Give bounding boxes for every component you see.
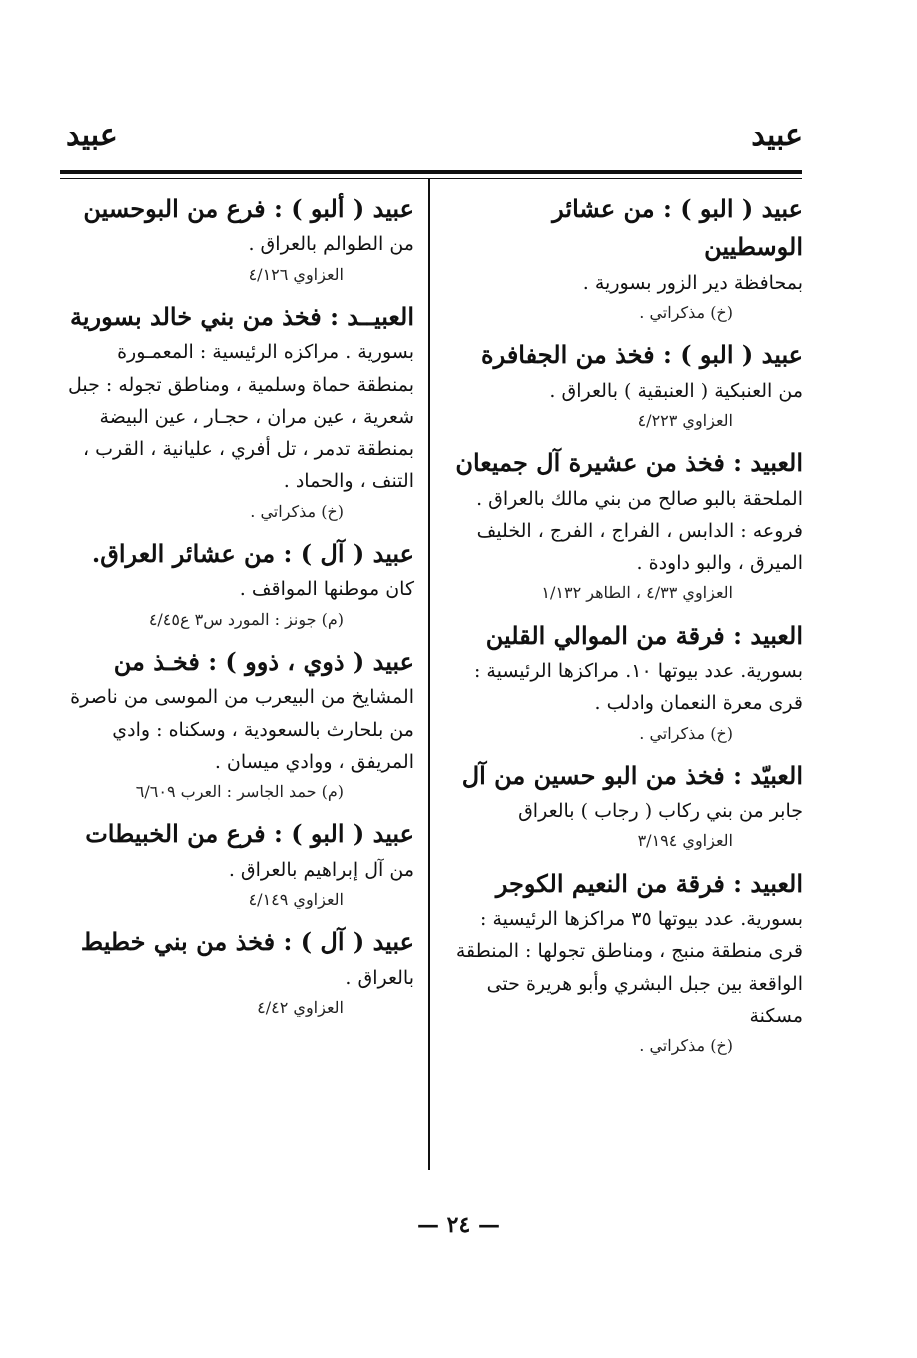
entry-citation: العزاوي ٤/١٤٩ <box>248 889 344 909</box>
entry-citation: (م) حمد الجاسر : العرب ٦/٦٠٩ <box>135 782 344 802</box>
dictionary-entry <box>451 617 803 747</box>
entry-heading: العبيــد : فخذ من بني خالد بسورية <box>70 301 414 331</box>
entry-text-line: بالعراق . <box>345 966 414 989</box>
right-column <box>451 190 803 1069</box>
entry-text-line: كان موطنها المواقف . <box>239 578 414 601</box>
dictionary-entry <box>66 815 414 913</box>
entry-heading: عبيد ( البو ) : فرع من الخبيطات <box>85 819 414 849</box>
entry-text-line: من بلحارث بالسعودية ، وسكناه : وادي <box>112 718 414 741</box>
page-number: — ٢٤ — <box>417 1212 500 1238</box>
entry-text-line: بمنطقة تدمر ، تل أفري ، عليانية ، القرب ، <box>83 438 414 461</box>
entry-text-line: الواقعة بين جبل البشري وأبو هريرة حتى مسكنة <box>486 972 803 1027</box>
header-word-right: عبيد <box>751 118 803 153</box>
entry-citation: (م) جونز : المورد س٣ ع٤/٤٥ <box>148 609 344 629</box>
entry-citation: العزاوي ٤/١٢٦ <box>248 264 344 284</box>
dictionary-entry <box>451 757 803 855</box>
column-divider <box>428 178 430 1170</box>
entry-text-line: شعرية ، عين مران ، حجـار ، عين البيضة <box>99 405 414 428</box>
entry-citation: (خ) مذكراتي . <box>639 1036 733 1056</box>
dictionary-entry <box>451 336 803 434</box>
entry-heading: عبيد ( البو ) : من عشائر الوسطيين <box>552 194 803 262</box>
entry-heading: عبيد ( ذوي ، ذوو ) : فخـذ من <box>113 646 414 676</box>
dictionary-entry <box>66 643 414 805</box>
entry-heading: عبيد ( آل ) : من عشائر العراق. <box>91 538 414 568</box>
entry-text-line: المريفق ، ووادي ميسان . <box>214 750 414 773</box>
entry-text-line: بسورية. عدد بيوتها ٣٥ مراكزها الرئيسية : <box>480 908 803 931</box>
entry-text-line: من العنبكية ( العنبقية ) بالعراق . <box>549 379 803 402</box>
dictionary-entry <box>66 923 414 1021</box>
entry-citation: (خ) مذكراتي . <box>250 501 344 521</box>
entry-citation: (خ) مذكراتي . <box>639 723 733 743</box>
entry-text-line: بمحافظة دير الزور بسورية . <box>582 271 803 294</box>
dictionary-entry <box>66 298 414 525</box>
left-column <box>66 190 414 1031</box>
entry-citation: العزاوي ٤/٤٢ <box>257 997 344 1017</box>
dictionary-entry <box>66 535 414 633</box>
dictionary-entry <box>451 865 803 1060</box>
entry-text-line: بسورية. عدد بيوتها ١٠. مراكزها الرئيسية : <box>473 660 803 682</box>
entry-text-line: الملحقة بالبو صالح من بني مالك بالعراق . <box>476 487 803 510</box>
entry-text-line: بمنطقة حماة وسلمية ، ومناطق تجوله : جبل <box>67 373 414 396</box>
entry-heading: العبيد : فخذ من عشيرة آل جميعان <box>455 448 803 478</box>
dictionary-entry <box>451 190 803 326</box>
entry-text-line: من آل إبراهيم بالعراق . <box>228 858 414 881</box>
dictionary-entry <box>66 190 414 288</box>
entry-heading: العبيّد : فخذ من البو حسين من آل <box>461 760 803 790</box>
dictionary-entry <box>451 444 803 606</box>
entry-text-line: قرى معرة النعمان وادلب . <box>594 692 803 715</box>
entry-citation: (خ) مذكراتي . <box>639 303 733 323</box>
entry-heading: عبيد ( البو ) : فخذ من الجفافرة <box>481 340 803 370</box>
entry-text-line: فروعه : الدابس ، الفراج ، الفرج ، الخليف <box>476 519 803 542</box>
header-word-left: عبيد <box>66 118 118 153</box>
entry-heading: العبيد : فرقة من الموالي القلين <box>485 620 803 650</box>
entry-text-line: جابر من بني ركاب ( رجاب ) بالعراق <box>518 800 803 823</box>
entry-text-line: الميرق ، والبو داودة . <box>636 552 803 575</box>
entry-heading: العبيد : فرقة من النعيم الكوجر <box>495 868 803 898</box>
entry-text-line: قرى منطقة منبج ، ومناطق تجولها : المنطقة <box>455 940 803 963</box>
entry-text-line: المشايخ من البيعرب من الموسى من ناصرة <box>70 686 414 709</box>
entry-text-line: التنف ، والحماد . <box>283 470 414 493</box>
entry-heading: عبيد ( آل ) : فخذ من بني خطيط <box>80 927 414 957</box>
entry-text-line: من الطوالم بالعراق . <box>248 233 414 256</box>
entry-citation: العزاوي ٤/٢٢٣ <box>637 410 733 430</box>
header-rule-thin <box>60 178 802 179</box>
entry-citation: العزاوي ٤/٣٣ ، الطاهر ١/١٣٢ <box>541 583 733 603</box>
header-rule-thick <box>60 170 802 174</box>
entry-text-line: بسورية . مراكزه الرئيسية : المعمـورة <box>117 341 414 364</box>
entry-citation: العزاوي ٣/١٩٤ <box>637 831 733 851</box>
entry-heading: عبيد ( ألبو ) : فرع من البوحسين <box>83 194 414 223</box>
